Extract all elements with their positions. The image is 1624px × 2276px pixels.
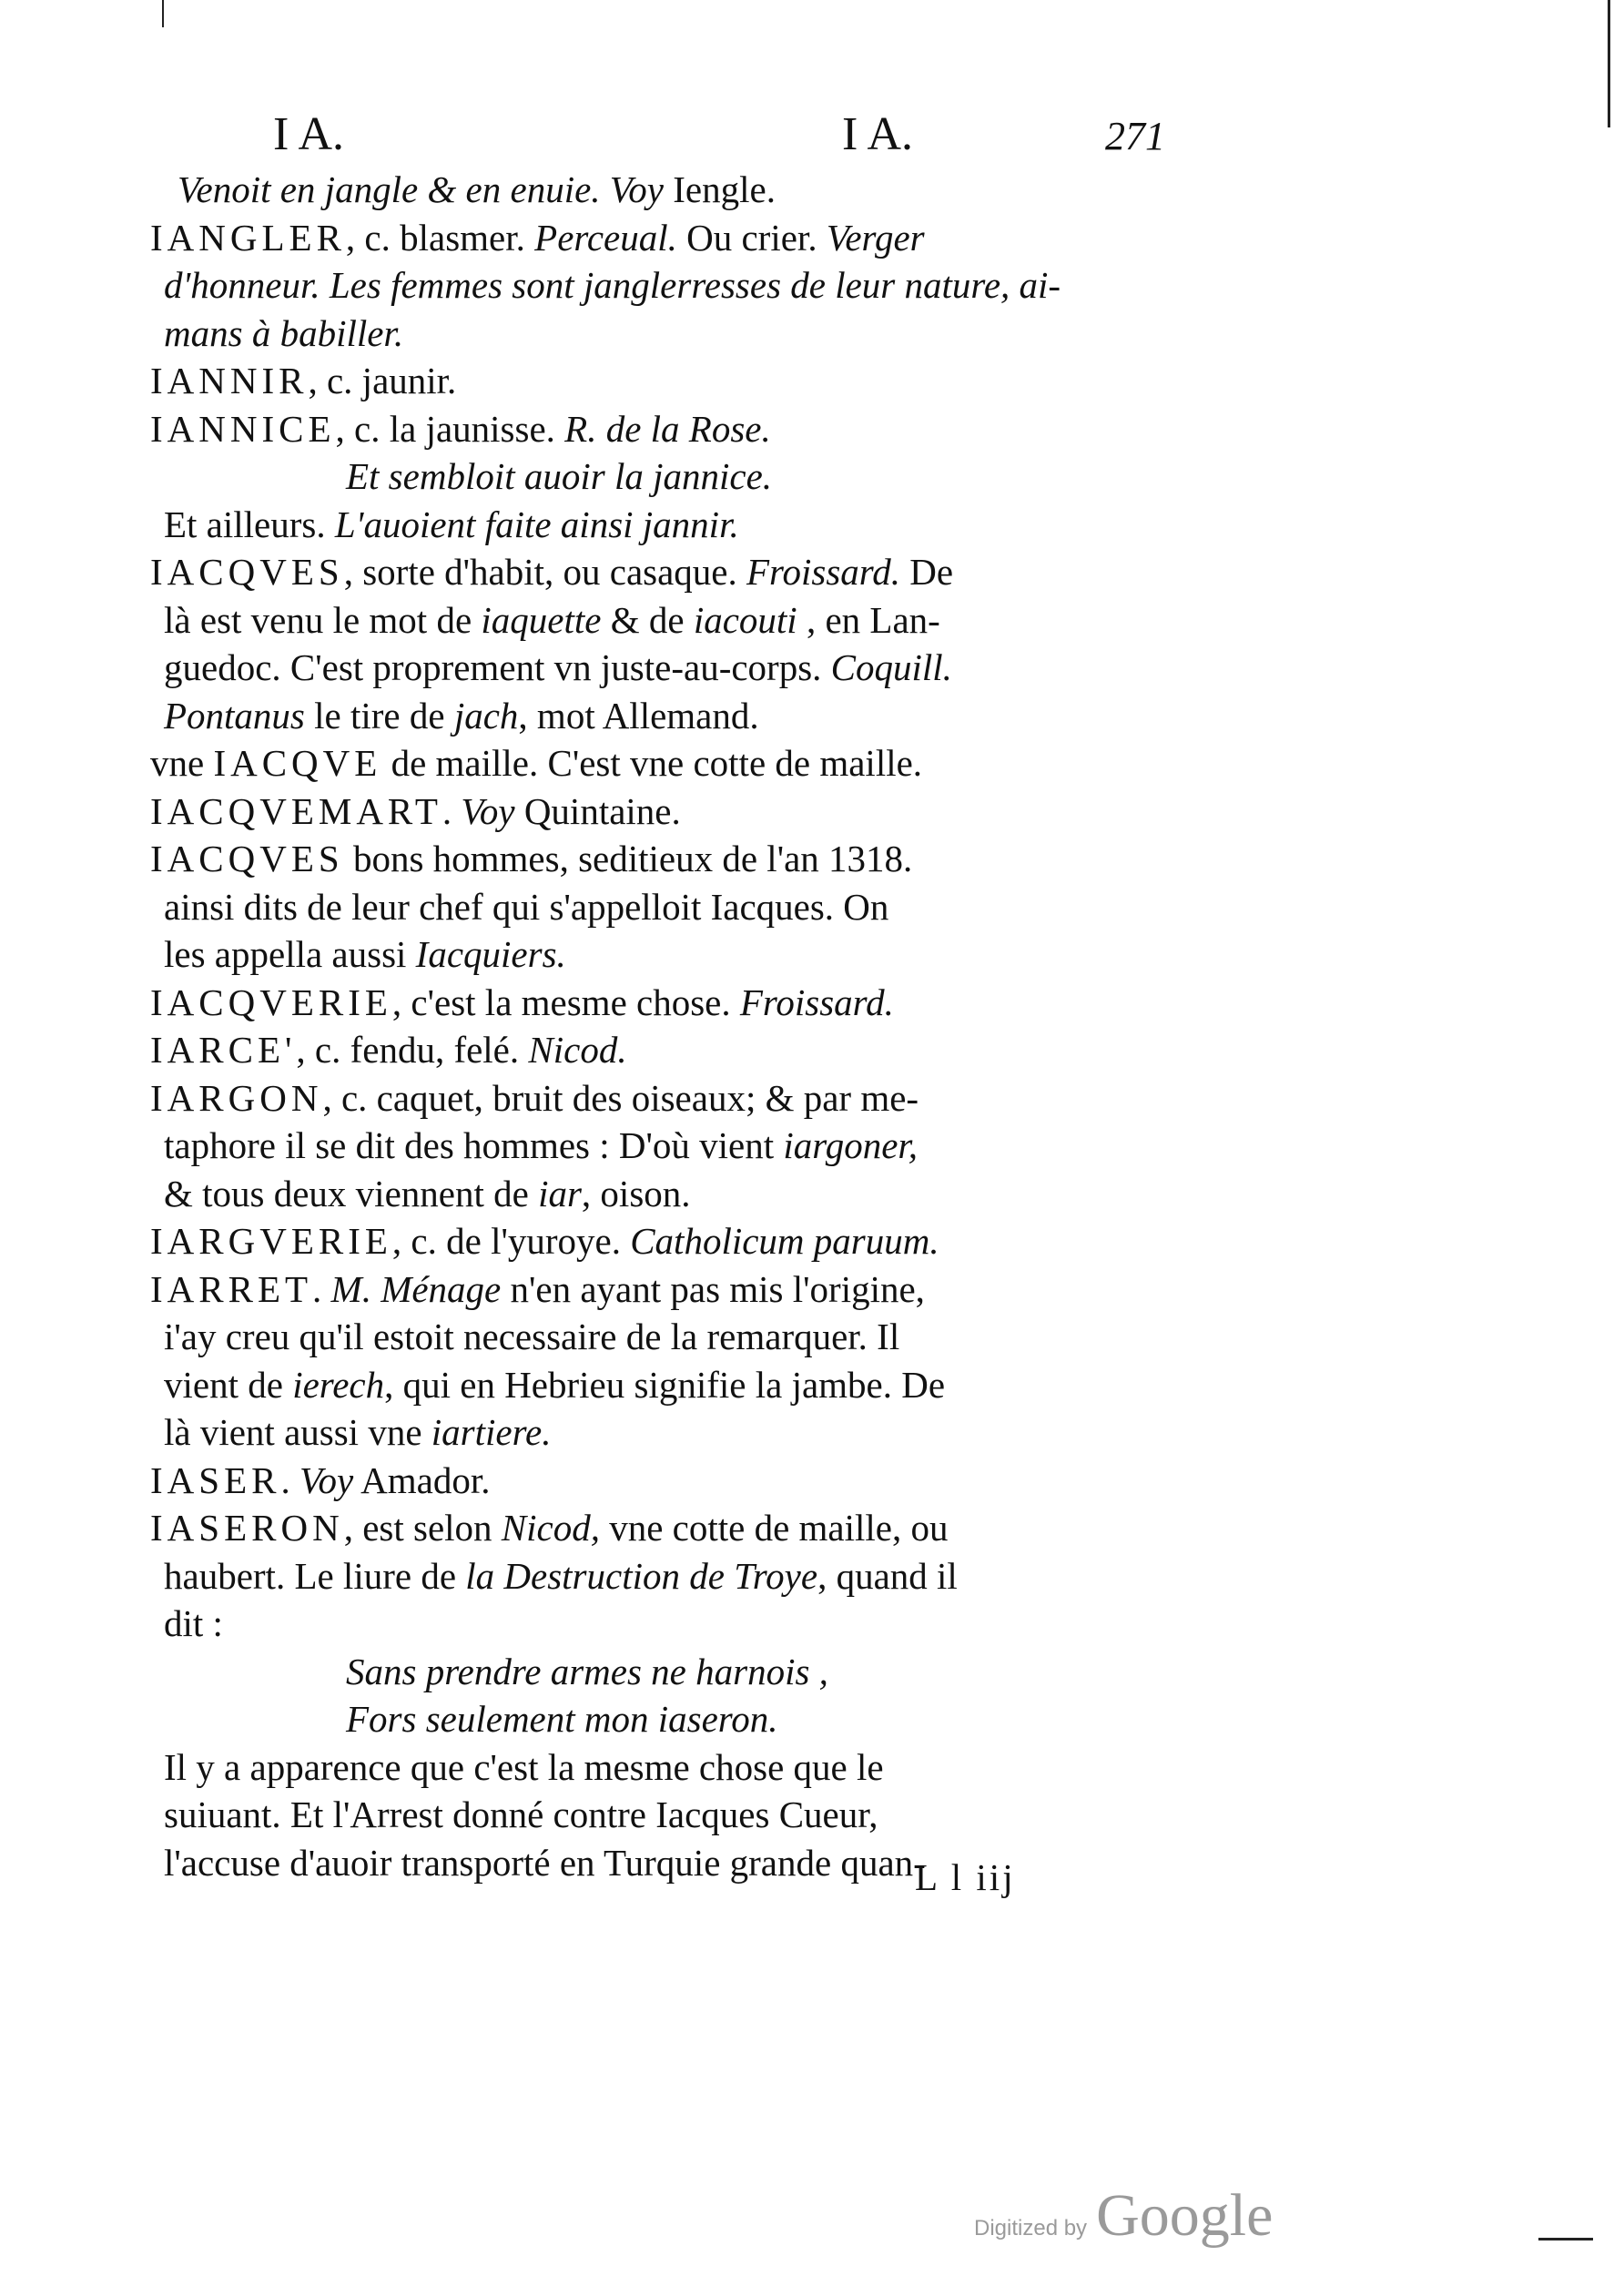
italic-text: Iacquiers. [415,933,566,975]
text-line [150,1074,1161,1123]
bottom-edge-dash [1538,2238,1593,2240]
text-segment: là est venu le mot de [164,598,482,641]
text-line [150,1457,1161,1505]
headword: IARRET [150,1267,313,1310]
italic-text: Pontanus [164,694,305,737]
text-segment: , c. de l'yuroye. [391,1220,631,1262]
italic-text: Venoit en jangle & en enuie. [178,168,610,210]
headword: IACQVERIE [150,981,392,1023]
watermark-prefix: Digitized by [974,2216,1088,2240]
text-line [150,1026,1161,1074]
italic-text: iacouti [693,598,797,641]
top-edge-tick [162,0,164,27]
text-segment: , c. caquet, bruit des oiseaux; & par me- [322,1076,919,1119]
text-segment: , mot Allemand. [518,694,759,737]
headword: IARGVERIE [150,1220,392,1262]
text-segment: l'accuse d'auoir transporté en Turquie grande quan- [164,1841,926,1884]
text-line [150,1170,1161,1218]
text-segment: , quand il [817,1554,958,1597]
text-segment: Iengle. [664,168,776,210]
text-line [150,214,1161,262]
text-line [150,692,1161,740]
text-segment: Ou crier. [676,216,827,259]
text-segment: Et ailleurs. [164,503,335,545]
text-line [150,1217,1161,1265]
text-segment: , c. fendu, felé. [296,1029,529,1071]
headword: IACQVES [150,551,344,593]
headword: IARGON [150,1076,323,1119]
italic-text: ierech [292,1363,385,1406]
text-segment: guedoc. C'est proprement vn juste-au-corps. [164,646,831,688]
italic-text: Voy [609,168,664,210]
text-line [150,930,1161,979]
italic-text: Froissard. [746,551,900,593]
text-line [150,1648,1161,1696]
text-segment: haubert. Le liure de [164,1554,466,1597]
text-segment: , c'est la mesme chose. [391,981,740,1023]
italic-text: Nicod. [528,1029,627,1071]
headword: IASER [150,1458,281,1501]
text-line [150,1600,1161,1648]
headword: IACQVEMART [150,789,442,832]
italic-text: iar [538,1172,582,1214]
text-line [150,166,1161,214]
text-segment: les appella aussi [164,933,416,975]
headword: IANNIR [150,360,309,401]
text-line [150,548,1161,596]
digitized-watermark [974,2181,1273,2251]
text-segment: Amador. [353,1458,491,1501]
text-line [150,1504,1161,1552]
text-line [150,1743,1161,1792]
italic-text: Et sembloit auoir la jannice. [346,455,773,497]
italic-text: mans à babiller. [164,311,404,354]
text-segment: Il y a apparence que c'est la mesme chose que le [164,1745,884,1788]
italic-text: Verger [826,216,925,259]
text-segment: , sorte d'habit, ou casaque. [343,551,746,593]
italic-text: iartiere. [431,1411,552,1453]
italic-text: d'honneur. Les femmes sont janglerresses de leur nature, ai- [164,264,1061,306]
italic-text: Froissard. [739,981,894,1023]
text-segment: , en Lan- [797,598,940,641]
italic-text: Perceual. [534,216,677,259]
text-line [150,1265,1161,1314]
text-segment: De [899,551,954,593]
watermark-logo: Google [1096,2182,1274,2249]
text-line [150,310,1161,358]
text-line [150,979,1161,1027]
italic-text: iaquette [481,598,602,641]
running-head-center: I A. [842,108,913,160]
text-line [150,883,1161,931]
text-segment: , c. la jaunisse. [335,407,565,450]
text-segment: suiuant. Et l'Arrest donné contre Iacques Cueur, [164,1793,878,1835]
text-segment: , est selon [343,1507,502,1549]
text-line [150,596,1161,645]
right-edge-rule [1608,0,1610,127]
text-line [150,501,1161,549]
text-segment: . [442,789,462,832]
italic-text: Voy [461,789,515,832]
text-segment: là vient aussi vne [164,1411,431,1453]
running-head-left: I A. [273,108,344,160]
text-segment: dit : [164,1602,223,1644]
italic-text: Catholicum paruum. [630,1220,939,1262]
italic-text: Coquill. [830,646,952,688]
italic-text: Sans prendre armes ne harnois , [346,1650,828,1692]
text-segment: Quintaine. [514,789,681,832]
text-segment: n'en ayant pas mis l'origine, [501,1267,925,1310]
text-line [150,1313,1161,1361]
text-segment: & tous deux viennent de [164,1172,539,1214]
headword: IASERON [150,1507,344,1549]
headword: IACQVE [213,742,382,784]
text-line [150,787,1161,836]
signature-mark: L l iij [915,1856,1016,1898]
text-segment: , oison. [581,1172,691,1214]
text-segment: i'ay creu qu'il estoit necessaire de la remarquer. Il [164,1316,900,1357]
text-segment: bons hommes, seditieux de l'an 1318. [343,838,913,879]
text-segment: de maille. C'est vne cotte de maille. [381,742,923,784]
text-segment: . [312,1267,331,1310]
headword: IANGLER [150,216,346,259]
text-line [150,835,1161,883]
text-line [150,739,1161,787]
italic-text: la Destruction de Troye [465,1554,818,1597]
dictionary-entries [150,166,1161,1886]
text-segment: , qui en Hebrieu signifie la jambe. De [384,1363,946,1406]
italic-text: L'auoient faite ainsi jannir. [334,503,739,545]
text-line [150,1408,1161,1457]
text-segment: , c. blasmer. [345,216,535,259]
text-segment: & de [601,598,694,641]
text-segment: vient de [164,1363,293,1406]
text-segment: taphore il se dit des hommes : D'où vient [164,1124,784,1166]
headword: IACQVES [150,838,344,879]
text-segment: vne [150,742,214,784]
text-line [150,452,1161,501]
text-segment: le tire de [304,694,454,737]
italic-text: Voy [299,1458,354,1501]
italic-text: Fors seulement mon iaseron. [346,1698,778,1740]
text-line [150,405,1161,453]
italic-text: M. Ménage [330,1267,502,1310]
italic-text: R. de la Rose. [564,407,771,450]
text-line [150,1791,1161,1839]
text-segment: . [280,1458,299,1501]
text-line [150,357,1161,405]
italic-text: iargoner, [783,1124,919,1166]
text-line [150,644,1161,692]
italic-text: Nicod, [501,1507,600,1549]
text-segment: , c. jaunir. [308,360,457,401]
running-head [273,107,1165,171]
text-line [150,1361,1161,1409]
text-line [150,1552,1161,1600]
text-segment: vne cotte de maille, ou [599,1507,949,1549]
text-line [150,261,1161,310]
page-number: 271 [1105,114,1165,158]
headword: IANNICE [150,407,336,450]
text-line [150,1695,1161,1743]
text-line [150,1122,1161,1170]
text-segment: ainsi dits de leur chef qui s'appelloit Iacques. On [164,885,889,928]
headword: IARCE' [150,1029,297,1071]
italic-text: jach [453,694,519,737]
